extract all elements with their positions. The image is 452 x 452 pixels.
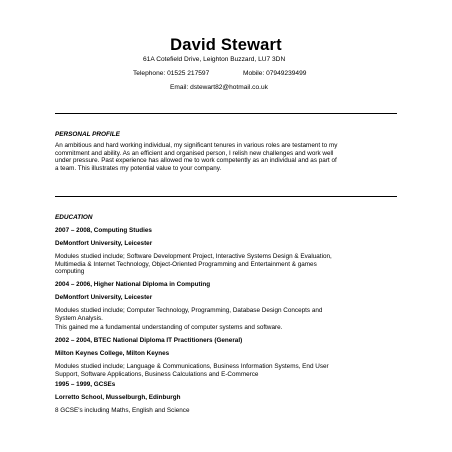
education-institution: DeMontfort University, Leicester: [55, 294, 153, 301]
profile-line: a team. This illustrates my potential value to your company.: [55, 164, 222, 172]
education-modules: 8 GCSE's including Maths, English and Science: [55, 407, 190, 414]
mobile-line: Mobile: 07949239499: [243, 70, 307, 77]
modules-line: Multimedia & Internet Technology, Object-Oriented Programming and Entertainment & games: [55, 260, 317, 268]
education-course: 2002 – 2004, BTEC National Diploma IT Practitioners (General): [55, 337, 243, 344]
education-modules: [55, 307, 398, 322]
section-title-profile: PERSONAL PROFILE: [55, 131, 120, 138]
profile-line: under pressure. Past experience has allowed me to work competently as an individual and as part of: [55, 157, 337, 165]
education-course: 2004 – 2006, Higher National Diploma in Computing: [55, 281, 211, 288]
modules-line: Modules studied include; Software Development Project, Interactive Systems Design & Evaluation,: [55, 253, 332, 260]
education-institution: Lorretto School, Musselburgh, Edinburgh: [55, 394, 181, 401]
section-title-education: EDUCATION: [55, 214, 93, 221]
modules-line: computing: [55, 268, 85, 276]
education-institution: DeMontfort University, Leicester: [55, 240, 153, 247]
education-course: 1995 – 1999, GCSEs: [55, 381, 116, 388]
profile-line: An ambitious and hard working individual, my significant tenures in various roles are testament to my: [55, 142, 338, 149]
modules-line: Modules studied include; Computer Technology, Programming, Database Design Concepts and: [55, 307, 323, 314]
email-line: Email: dstewart82@hotmail.co.uk: [170, 84, 268, 91]
divider-top: [55, 113, 397, 114]
candidate-name: David Stewart: [170, 36, 282, 54]
telephone-line: Telephone: 01525 217597: [133, 70, 210, 77]
address-line: 61A Cotefield Drive, Leighton Buzzard, LU7 3DN: [143, 56, 286, 63]
education-institution: Milton Keynes College, Milton Keynes: [55, 350, 170, 357]
profile-line: commitment and ability. As an efficient and organised person, I relish new challenges and work well: [55, 149, 334, 157]
modules-line: Modules studied include; Language & Communications, Business Information Systems, End User: [55, 363, 329, 370]
education-course: 2007 – 2008, Computing Studies: [55, 227, 152, 234]
education-modules: [55, 253, 398, 276]
education-note: This gained me a fundamental understanding of computer systems and software.: [55, 324, 283, 331]
education-modules: [55, 363, 398, 378]
divider-middle: [55, 196, 397, 197]
modules-line: Support, Software Applications, Business Calculations and E-Commerce: [55, 370, 259, 378]
modules-line: System Analysis.: [55, 314, 103, 322]
profile-text: [55, 142, 398, 172]
